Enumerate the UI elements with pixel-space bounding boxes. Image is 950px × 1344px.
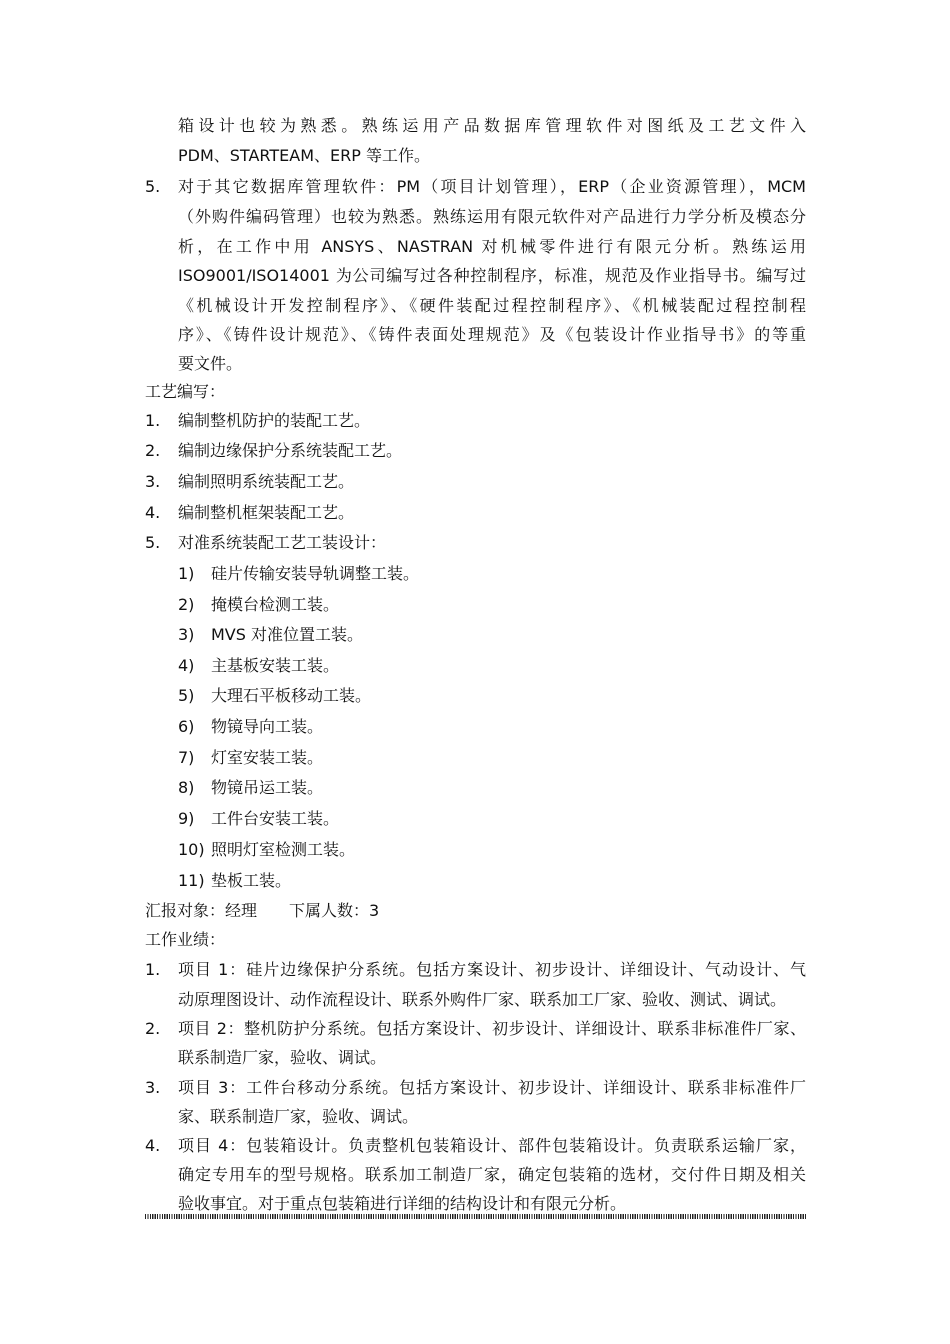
sublist-item: 物镜导向工装。	[211, 717, 324, 736]
report-line: 汇报对象：经理 下属人数：3	[145, 901, 380, 920]
paragraph-line: 《机械设计开发控制程序》、《硬件装配过程控制程序》、《机械装配过程控制程	[178, 296, 806, 315]
paragraph-line: 联系制造厂家，验收、调试。	[178, 1048, 387, 1067]
list-number: 3.	[145, 472, 161, 491]
sublist-item: 照明灯室检测工装。	[211, 840, 356, 859]
paragraph-line: （外购件编码管理）也较为熟悉。熟练运用有限元软件对产品进行力学分析及模态分	[178, 207, 806, 226]
paragraph-line: 项目 1：硅片边缘保护分系统。包括方案设计、初步设计、详细设计、气动设计、气	[178, 960, 806, 979]
sublist-number: 2)	[178, 595, 195, 614]
section-heading: 工艺编写：	[145, 382, 226, 401]
section-heading: 工作业绩：	[145, 930, 226, 949]
paragraph-line: 要文件。	[178, 354, 243, 373]
paragraph-line: 对于其它数据库管理软件：PM（项目计划管理），ERP（企业资源管理），MCM	[178, 177, 806, 196]
sublist-number: 5)	[178, 686, 195, 705]
sublist-item: 主基板安装工装。	[211, 656, 340, 675]
list-number: 1.	[145, 411, 161, 430]
paragraph-line: 验收事宜。对于重点包装箱进行详细的结构设计和有限元分析。	[178, 1194, 627, 1213]
sublist-number: 3)	[178, 625, 195, 644]
list-number: 4.	[145, 503, 161, 522]
sublist-number: 6)	[178, 717, 195, 736]
paragraph-line: ISO9001/ISO14001 为公司编写过各种控制程序，标准，规范及作业指导书。编写过	[178, 266, 806, 285]
list-item: 对准系统装配工艺工装设计：	[178, 533, 387, 552]
sublist-number: 11)	[178, 871, 205, 890]
sublist-item: MVS 对准位置工装。	[211, 625, 363, 644]
sublist-item: 大理石平板移动工装。	[211, 686, 372, 705]
sublist-number: 4)	[178, 656, 195, 675]
sublist-item: 工件台安装工装。	[211, 809, 340, 828]
paragraph-line: 箱设计也较为熟悉。熟练运用产品数据库管理软件对图纸及工艺文件入	[178, 116, 806, 135]
list-number: 4.	[145, 1136, 161, 1155]
sublist-item: 灯室安装工装。	[211, 748, 324, 767]
list-item: 编制边缘保护分系统装配工艺。	[178, 441, 403, 460]
list-item: 编制照明系统装配工艺。	[178, 472, 355, 491]
list-item: 编制整机防护的装配工艺。	[178, 411, 371, 430]
list-number: 2.	[145, 441, 161, 460]
paragraph-line: 确定专用车的型号规格。联系加工制造厂家，确定包装箱的选材，交付件日期及相关	[178, 1165, 806, 1184]
sublist-item: 硅片传输安装导轨调整工装。	[211, 564, 420, 583]
sublist-number: 10)	[178, 840, 205, 859]
list-number: 5.	[145, 177, 161, 196]
paragraph-line: 家、联系制造厂家，验收、调试。	[178, 1107, 419, 1126]
paragraph-line: 动原理图设计、动作流程设计、联系外购件厂家、联系加工厂家、验收、测试、调试。	[178, 990, 787, 1009]
sublist-number: 8)	[178, 778, 195, 797]
list-number: 5.	[145, 533, 161, 552]
sublist-number: 1)	[178, 564, 195, 583]
list-number: 1.	[145, 960, 161, 979]
paragraph-line: 析，在工作中用 ANSYS、NASTRAN 对机械零件进行有限元分析。熟练运用	[178, 237, 806, 256]
list-number: 3.	[145, 1078, 161, 1097]
section-divider	[145, 1214, 807, 1219]
sublist-number: 9)	[178, 809, 195, 828]
paragraph-line: 序》、《铸件设计规范》、《铸件表面处理规范》及《包装设计作业指导书》的等重	[178, 325, 806, 344]
paragraph-line: 项目 4：包装箱设计。负责整机包装箱设计、部件包装箱设计。负责联系运输厂家，	[178, 1136, 806, 1155]
paragraph-line: 项目 3：工件台移动分系统。包括方案设计、初步设计、详细设计、联系非标准件厂	[178, 1078, 806, 1097]
sublist-item: 垫板工装。	[211, 871, 292, 890]
sublist-item: 掩模台检测工装。	[211, 595, 340, 614]
sublist-number: 7)	[178, 748, 195, 767]
paragraph-line: PDM、STARTEAM、ERP 等工作。	[178, 146, 430, 165]
paragraph-line: 项目 2：整机防护分系统。包括方案设计、初步设计、详细设计、联系非标准件厂家、	[178, 1019, 806, 1038]
list-number: 2.	[145, 1019, 161, 1038]
sublist-item: 物镜吊运工装。	[211, 778, 324, 797]
list-item: 编制整机框架装配工艺。	[178, 503, 355, 522]
